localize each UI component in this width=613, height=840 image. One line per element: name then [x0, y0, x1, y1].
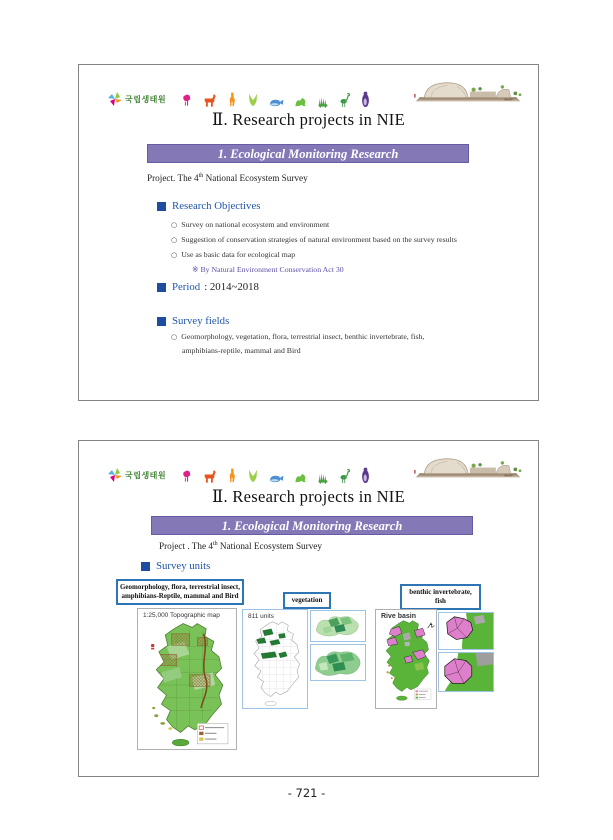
slide-title: Ⅱ. Research projects in NIE: [212, 487, 405, 506]
map-legend: [414, 689, 431, 700]
topographic-map-label: 1:25,000 Topographic map: [143, 612, 220, 619]
period-value: : 2014~2018: [204, 281, 259, 293]
basin-detail-map-1: [438, 612, 494, 650]
logo-text: 국립생태원: [125, 94, 167, 104]
slide-header: [79, 76, 538, 110]
lizard-icon: [247, 468, 259, 484]
vegetation-detail-map-1: [310, 610, 366, 642]
project-line: Project. The 4th National Ecosystem Survey: [147, 173, 308, 184]
map-legend: [197, 723, 228, 743]
basin-map-label: Rive basin: [381, 613, 417, 620]
pinwheel-logo-icon: [107, 467, 123, 483]
group-label-benthic: benthic invertebrate, fish: [400, 584, 481, 610]
vegetation-region-graphic: [311, 645, 365, 680]
survey-fields-item-cont: amphibians-reptile, mammal and Bird: [182, 346, 301, 355]
square-bullet-icon: [157, 202, 166, 211]
korea-basin-map-graphic: [376, 619, 436, 708]
meerkat-icon: [227, 467, 237, 484]
basin-detail-map-2: [438, 652, 494, 692]
compass-icon: [428, 623, 435, 628]
circle-bullet-icon: ○: [171, 250, 178, 259]
bird-icon: [180, 92, 193, 108]
penguin-icon: [361, 91, 370, 108]
section-banner: 1. Ecological Monitoring Research: [147, 144, 469, 163]
vegetation-region-graphic: [311, 611, 365, 641]
pinwheel-logo-icon: [107, 91, 123, 107]
ecorium-building-icon: [412, 455, 524, 486]
slide-header: [79, 452, 538, 486]
heading-survey-fields: Survey fields: [157, 315, 229, 327]
whale-icon: [269, 473, 284, 484]
topographic-map: [137, 608, 237, 750]
crane-icon: [339, 468, 351, 484]
ecorium-building-icon: [412, 79, 524, 110]
animal-pictograms: [180, 91, 370, 108]
heading-research-objectives: Research Objectives: [157, 200, 260, 212]
logo-text: 국립생태원: [125, 470, 167, 480]
square-bullet-icon: [157, 283, 166, 292]
basin-region-graphic: [439, 653, 493, 691]
project-line: Project . The 4th National Ecosystem Survey: [159, 541, 322, 552]
section-banner: 1. Ecological Monitoring Research: [151, 516, 473, 535]
animal-pictograms: [180, 467, 370, 484]
square-bullet-icon: [157, 317, 166, 326]
heading-survey-units: Survey units: [141, 560, 210, 572]
vegetation-detail-map-2: [310, 644, 366, 681]
nie-logo: [107, 91, 166, 107]
penguin-icon: [361, 467, 370, 484]
page-number: - 721 -: [287, 786, 326, 800]
river-basin-map: [375, 609, 437, 709]
slide-title: Ⅱ. Research projects in NIE: [212, 110, 405, 129]
slide-1: [78, 64, 539, 401]
korea-units-map-graphic: [243, 620, 307, 708]
units-map-label: 811 units: [248, 613, 274, 620]
porcupine-icon: [317, 471, 329, 484]
heading-period: Period : 2014~2018: [157, 281, 259, 293]
nie-logo: [107, 467, 166, 483]
bird-icon: [180, 468, 193, 484]
survey-units-map: [242, 609, 308, 709]
circle-bullet-icon: ○: [171, 332, 178, 341]
deer-icon: [203, 469, 217, 484]
group-label-vegetation: vegetation: [283, 592, 331, 609]
circle-bullet-icon: ○: [171, 235, 178, 244]
map-symbol: [151, 644, 154, 649]
legal-note: ※ By Natural Environment Conservation Act 30: [192, 265, 344, 274]
group-label-geomorphology: Geomorphology, flora, terrestrial insect, amphibians-Reptile, mammal and Bird: [116, 579, 244, 605]
frog-icon: [294, 471, 307, 484]
objective-item: ○ Survey on national ecosystem and environment: [171, 220, 330, 229]
circle-bullet-icon: ○: [171, 220, 178, 229]
objective-item: ○ Use as basic data for ecological map: [171, 250, 296, 259]
deer-icon: [203, 93, 217, 108]
crane-icon: [339, 92, 351, 108]
objective-item: ○ Suggestion of conservation strategies of natural environment based on the survey results: [171, 235, 457, 244]
slide-2: [78, 440, 539, 777]
korea-topographic-map-graphic: [138, 621, 236, 749]
square-bullet-icon: [141, 562, 150, 571]
frog-icon: [294, 95, 307, 108]
basin-region-graphic: [439, 613, 493, 649]
porcupine-icon: [317, 95, 329, 108]
lizard-icon: [247, 92, 259, 108]
whale-icon: [269, 97, 284, 108]
survey-fields-item: ○ Geomorphology, vegetation, flora, terrestrial insect, benthic invertebrate, fish,: [171, 332, 425, 341]
meerkat-icon: [227, 91, 237, 108]
